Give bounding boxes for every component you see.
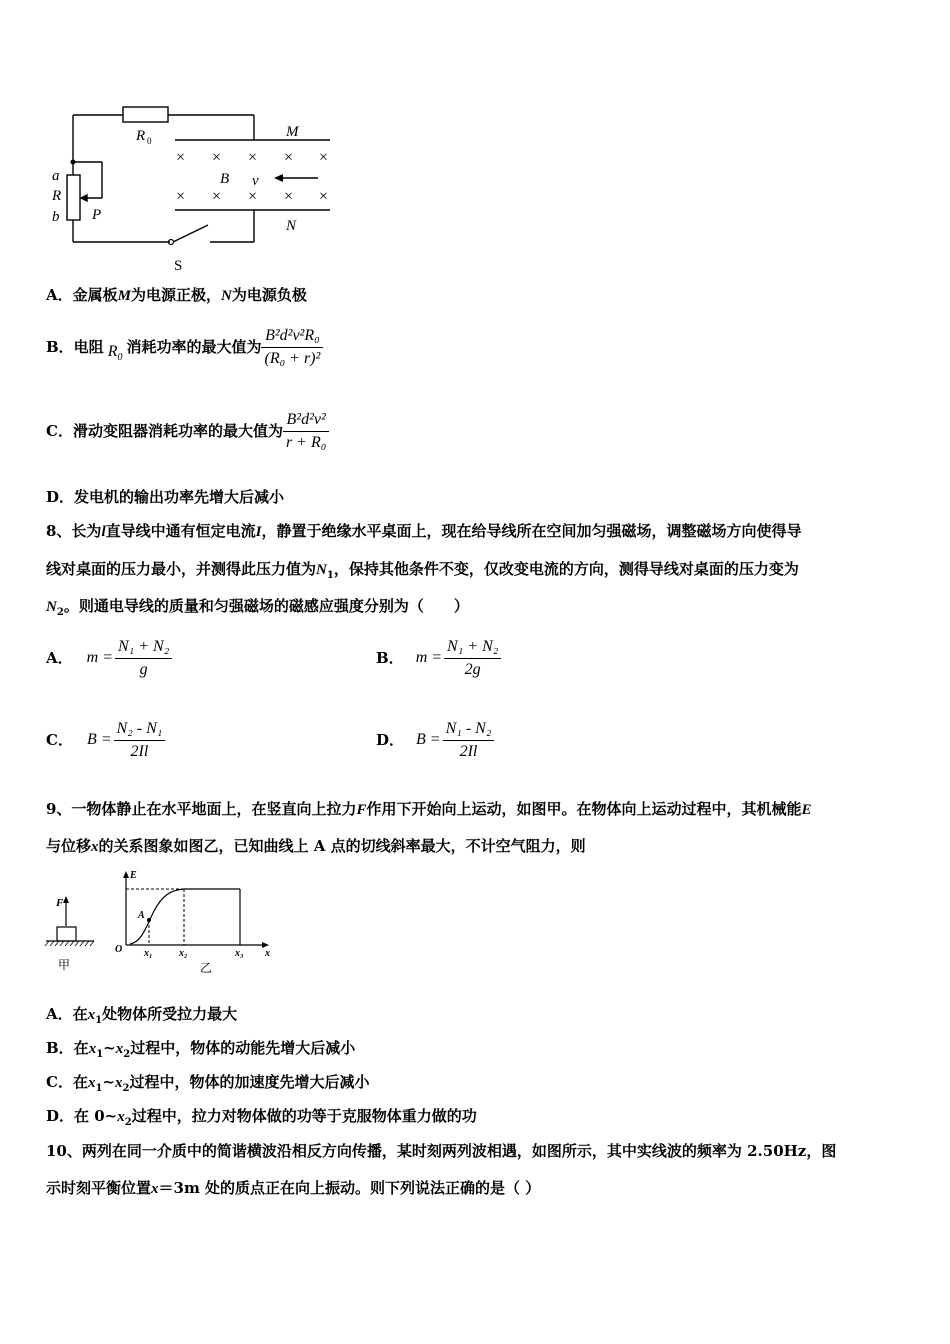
label-a: A xyxy=(138,910,145,921)
q9-option-c[interactable]: C．在$x_1\sim x_2$过程中，物体的加速度先增大后减小 xyxy=(46,1073,370,1094)
label-r0-sub: 0 xyxy=(147,136,152,146)
field-mark: × xyxy=(284,149,294,166)
q7-option-b[interactable]: B．电阻 $R_0$ 消耗功率的最大值为 $\frac{\text{B²d²v²R₀}}{\text{(R₀ + r)²}}$ xyxy=(46,322,323,372)
q7-option-d[interactable]: D．发电机的输出功率先增大后减小 xyxy=(46,488,285,506)
q9-stem-line-2: 与位移x的关系图象如图乙，已知曲线上 A 点的切线斜率最大，不计空气阻力，则 xyxy=(46,837,586,855)
field-mark: × xyxy=(319,188,329,205)
label-x3: x₃ xyxy=(235,948,244,959)
label-p: P xyxy=(92,207,102,223)
energy-curve xyxy=(130,889,240,944)
field-mark: × xyxy=(176,149,186,166)
q7-option-c[interactable]: C．滑动变阻器消耗功率的最大值为 $\frac{\text{B²d²v²}}{\text{r + R₀}}$ xyxy=(46,405,329,457)
label-m: M xyxy=(286,124,299,140)
label-v: v xyxy=(252,173,259,189)
label-x: x xyxy=(265,948,270,959)
q8-option-d[interactable]: D． B = $\frac{\text{N₁ - N₂}}{2Il}$ xyxy=(376,712,494,768)
circuit-figure xyxy=(40,95,350,280)
label-r: R xyxy=(52,188,62,204)
label-s: S xyxy=(174,258,183,274)
switch-s xyxy=(173,225,208,242)
label-x1: x₁ xyxy=(144,948,153,959)
figure-jia xyxy=(44,890,104,975)
label-r0: R xyxy=(136,128,146,144)
label-b: b xyxy=(52,209,60,225)
q8-b-formula: $\frac{\text{N₁ + N₂}}{2g}$ xyxy=(444,636,501,681)
label-b-field: B xyxy=(220,171,230,187)
q8-stem-line-1: 8、长为l直导线中通有恒定电流I，静置于绝缘水平桌面上，现在给导线所在空间加匀强磁场，调整磁场方向使得导 xyxy=(46,522,802,540)
q10-stem-line-2: 示时刻平衡位置x＝3m 处的质点正在向上振动。则下列说法正确的是（ ） xyxy=(46,1179,541,1197)
field-mark: × xyxy=(176,188,186,205)
field-mark: × xyxy=(248,188,258,205)
label-f: F xyxy=(56,897,64,909)
q8-stem-line-2: 线对桌面的压力最小，并测得此压力值为$N_1$，保持其他条件不变，仅改变电流的方向，测得导线对桌面的压力变为 xyxy=(46,560,799,581)
q9-option-b[interactable]: B．在$x_1\sim x_2$过程中，物体的动能先增大后减小 xyxy=(46,1039,356,1060)
label-e: E xyxy=(130,870,137,881)
label-n: N xyxy=(286,218,297,234)
q8-d-formula: $\frac{\text{N₁ - N₂}}{2Il}$ xyxy=(443,718,495,763)
q10-stem-line-1: 10、两列在同一介质中的简谐横波沿相反方向传播，某时刻两列波相遇，如图所示，其中实线波的频率为 2.50Hz，图 xyxy=(46,1142,837,1160)
field-mark: × xyxy=(319,149,329,166)
q9-option-d[interactable]: D．在 $0\sim x_2$过程中，拉力对物体做的功等于克服物体重力做的功 xyxy=(46,1107,477,1128)
label-x2: x₂ xyxy=(179,948,188,959)
field-mark: × xyxy=(212,149,222,166)
q8-c-formula: $\frac{\text{N₂ - N₁}}{2Il}$ xyxy=(114,718,166,763)
field-mark: × xyxy=(284,188,294,205)
label-o: O xyxy=(115,944,123,955)
resistor-r0 xyxy=(123,107,168,122)
q9-stem-line-1: 9、一物体静止在水平地面上，在竖直向上拉力F作用下开始向上运动，如图甲。在物体向上运动过程中，其机械能E xyxy=(46,800,812,818)
q8-option-a[interactable]: A． m = $\frac{\text{N₁ + N₂}}{g}$ xyxy=(46,630,172,686)
q8-stem-line-3: $N_2$。则通电导线的质量和匀强磁场的磁感应强度分别为（ ） xyxy=(46,597,469,618)
q8-option-b[interactable]: B． m = $\frac{\text{N₁ + N₂}}{2g}$ xyxy=(376,630,501,686)
label-jia: 甲 xyxy=(58,958,71,972)
figure-yi xyxy=(112,868,277,978)
label-a: a xyxy=(52,168,60,184)
q7-c-formula: $\frac{\text{B²d²v²}}{\text{r + R₀}}$ xyxy=(283,409,329,454)
point-a xyxy=(147,918,151,922)
label-yi: 乙 xyxy=(200,961,213,975)
q9-option-a[interactable]: A．在$x_1$处物体所受拉力最大 xyxy=(46,1005,238,1026)
q7-option-a[interactable]: A．金属板M为电源正极，N为电源负极 xyxy=(46,286,307,304)
q8-option-c[interactable]: C． B = $\frac{\text{N₂ - N₁}}{2Il}$ xyxy=(46,712,165,768)
rheostat xyxy=(67,175,80,220)
q7-b-formula: $\frac{\text{B²d²v²R₀}}{\text{(R₀ + r)²}}$ xyxy=(261,325,323,370)
field-mark: × xyxy=(212,188,222,205)
field-mark: × xyxy=(248,149,258,166)
q8-a-formula: $\frac{\text{N₁ + N₂}}{g}$ xyxy=(115,636,172,681)
